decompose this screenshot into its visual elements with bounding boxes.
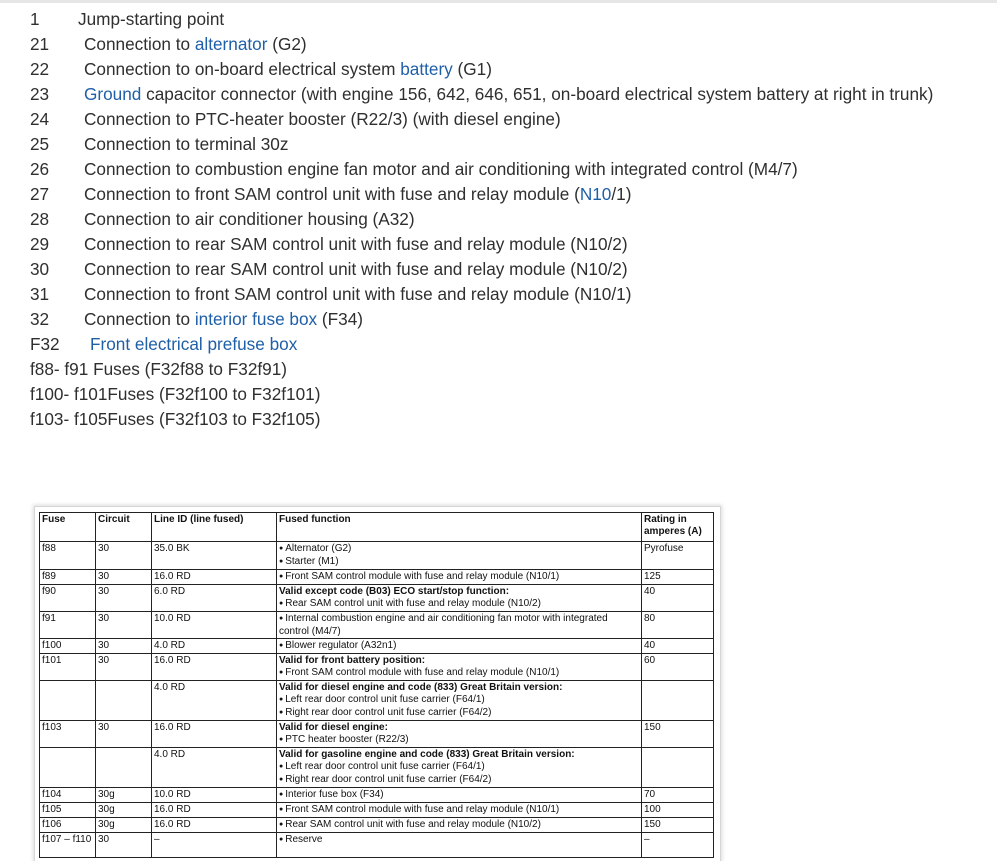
cell-fuse: f104	[40, 788, 96, 803]
header-line-id: Line ID (line fused)	[152, 513, 277, 542]
table-row	[40, 803, 714, 818]
cell-fuse: f100	[40, 639, 96, 654]
function-condition: Valid for front battery position:	[279, 655, 426, 666]
table-row	[40, 788, 714, 803]
function-condition: Valid for gasoline engine and code (833) Great Britain version:	[279, 749, 575, 760]
legend-link[interactable]: battery	[400, 59, 453, 79]
cell-line-id: –	[152, 833, 277, 858]
cell-line-id: 4.0 RD	[152, 748, 277, 788]
legend-item	[30, 382, 990, 407]
legend-item	[30, 332, 990, 357]
cell-line-id: 16.0 RD	[152, 721, 277, 748]
legend-link[interactable]: alternator	[194, 34, 268, 54]
legend-text: Fuses (F32f100 to F32f101)	[107, 384, 321, 404]
cell-circuit: 30	[96, 639, 152, 654]
legend-item-description	[84, 132, 288, 157]
legend-item-description	[84, 282, 631, 307]
legend-item-description	[78, 7, 224, 32]
legend-text: Connection to front SAM control unit with fuse and relay module (N10/1)	[84, 284, 632, 304]
cell-circuit: 30	[96, 585, 152, 612]
legend-item-description	[107, 384, 320, 404]
table-row	[40, 612, 714, 639]
legend-link[interactable]: interior fuse box	[194, 309, 318, 329]
table-header-row	[40, 513, 714, 542]
cell-fuse: f101	[40, 654, 96, 681]
cell-fuse: f88	[40, 542, 96, 570]
legend-item-description	[84, 32, 307, 57]
cell-fuse: f90	[40, 585, 96, 612]
cell-fuse: f103	[40, 721, 96, 748]
legend-item-number: 29	[30, 234, 50, 254]
cell-fuse: f105	[40, 803, 96, 818]
cell-fused-function	[277, 818, 642, 833]
header-circuit: Circuit	[96, 513, 152, 542]
legend-item-description	[107, 409, 320, 429]
cell-fused-function	[277, 788, 642, 803]
cell-fused-function	[277, 585, 642, 612]
legend-link[interactable]: Ground	[84, 84, 142, 104]
legend-item	[30, 232, 990, 257]
legend-item	[30, 282, 990, 307]
header-fused-function: Fused function	[277, 513, 642, 542]
legend-item-number: 25	[30, 134, 50, 154]
cell-line-id: 6.0 RD	[152, 585, 277, 612]
table-row	[40, 639, 714, 654]
legend-item-number: 22	[30, 59, 50, 79]
cell-fused-function	[277, 542, 642, 570]
cell-fused-function	[277, 681, 642, 721]
fuse-table	[39, 512, 714, 858]
legend-item-number: 28	[30, 209, 50, 229]
table-row	[40, 542, 714, 570]
cell-rating: –	[642, 833, 714, 858]
legend-text: (G1)	[452, 59, 492, 79]
cell-fused-function	[277, 803, 642, 818]
cell-line-id: 10.0 RD	[152, 612, 277, 639]
legend-item	[30, 157, 990, 182]
cell-circuit	[96, 681, 152, 721]
legend-item-description	[84, 82, 933, 107]
cell-rating: Pyrofuse	[642, 542, 714, 570]
function-condition: Valid except code (B03) ECO start/stop function:	[279, 586, 510, 597]
header-fuse: Fuse	[40, 513, 96, 542]
cell-fused-function	[277, 639, 642, 654]
cell-line-id: 10.0 RD	[152, 788, 277, 803]
legend-item-description	[84, 157, 798, 182]
legend-text: Connection to rear SAM control unit with fuse and relay module (N10/2)	[84, 234, 628, 254]
legend-item	[30, 357, 990, 382]
legend-item-number: 23	[30, 84, 50, 104]
table-row	[40, 681, 714, 721]
header-rating: Rating in amperes (A)	[642, 513, 714, 542]
legend-text: Connection to air conditioner housing (A32)	[84, 209, 415, 229]
cell-circuit: 30	[96, 654, 152, 681]
legend-item-number: 24	[30, 109, 50, 129]
function-item: ● Left rear door control unit fuse carrier (F64/1)	[279, 761, 639, 774]
cell-rating: 150	[642, 818, 714, 833]
legend-text: capacitor connector (with engine 156, 642, 646, 651, on-board electrical system battery at right in trunk)	[141, 84, 934, 104]
cell-line-id: 16.0 RD	[152, 803, 277, 818]
cell-fuse: f106	[40, 818, 96, 833]
cell-circuit: 30	[96, 542, 152, 570]
legend-item-number: 31	[30, 284, 50, 304]
cell-circuit: 30g	[96, 818, 152, 833]
cell-line-id: 4.0 RD	[152, 639, 277, 654]
cell-fused-function	[277, 721, 642, 748]
cell-rating: 100	[642, 803, 714, 818]
cell-circuit: 30	[96, 721, 152, 748]
legend-text: Fuses (F32f88 to F32f91)	[88, 359, 288, 379]
legend-item-number: 30	[30, 259, 50, 279]
cell-rating: 60	[642, 654, 714, 681]
function-item: ● Front SAM control module with fuse and relay module (N10/1)	[279, 571, 639, 584]
legend-item	[30, 132, 990, 157]
cell-rating: 80	[642, 612, 714, 639]
legend-text: Connection to combustion engine fan motor and air conditioning with integrated control (M4/7)	[84, 159, 798, 179]
cell-fuse: f89	[40, 570, 96, 585]
function-item: ● Rear SAM control unit with fuse and relay module (N10/2)	[279, 819, 639, 832]
legend-text: (G2)	[267, 34, 307, 54]
legend-item-description	[90, 332, 297, 357]
top-divider	[0, 0, 997, 3]
cell-rating: 150	[642, 721, 714, 748]
legend-item-description	[84, 307, 363, 332]
legend-item-number: 32	[30, 309, 50, 329]
cell-line-id: 16.0 RD	[152, 654, 277, 681]
function-condition: Valid for diesel engine:	[279, 722, 388, 733]
cell-fuse: f107 – f110	[40, 833, 96, 858]
function-item: ● Internal combustion engine and air conditioning fan motor with integrated control (M4/7)	[279, 613, 639, 638]
cell-line-id: 35.0 BK	[152, 542, 277, 570]
function-item: ● PTC heater booster (R22/3)	[279, 734, 639, 747]
legend-item-number: F32	[30, 334, 60, 354]
cell-fused-function	[277, 570, 642, 585]
legend-text: Connection to	[84, 309, 195, 329]
cell-fused-function	[277, 833, 642, 858]
legend-text: Connection to	[84, 34, 195, 54]
legend-text: Jump-starting point	[78, 9, 225, 29]
function-item: ● Blower regulator (A32n1)	[279, 640, 639, 653]
legend-text: (F34)	[317, 309, 363, 329]
cell-fused-function	[277, 612, 642, 639]
legend-item-description	[84, 207, 415, 232]
function-item: ● Reserve	[279, 834, 639, 847]
legend-item-number: f88- f91	[30, 359, 89, 379]
cell-rating: 40	[642, 639, 714, 654]
function-item: ● Front SAM control module with fuse and relay module (N10/1)	[279, 667, 639, 680]
cell-rating: 70	[642, 788, 714, 803]
cell-rating	[642, 681, 714, 721]
legend-item	[30, 57, 990, 82]
table-row	[40, 818, 714, 833]
cell-circuit: 30	[96, 570, 152, 585]
table-row	[40, 748, 714, 788]
function-item: ● Front SAM control module with fuse and relay module (N10/1)	[279, 804, 639, 817]
legend-item-number: 27	[30, 184, 50, 204]
function-item: ● Left rear door control unit fuse carrier (F64/1)	[279, 694, 639, 707]
legend-item-description	[84, 57, 492, 82]
legend-item-number: 21	[30, 34, 50, 54]
legend-text: Fuses (F32f103 to F32f105)	[107, 409, 321, 429]
legend-item	[30, 257, 990, 282]
legend-text: Connection to rear SAM control unit with fuse and relay module (N10/2)	[84, 259, 628, 279]
function-condition: Valid for diesel engine and code (833) Great Britain version:	[279, 682, 563, 693]
function-item: ● Interior fuse box (F34)	[279, 789, 639, 802]
cell-line-id: 16.0 RD	[152, 818, 277, 833]
function-item: ● Alternator (G2)	[279, 543, 639, 556]
legend-item	[30, 107, 990, 132]
legend-list	[30, 7, 990, 432]
cell-fused-function	[277, 654, 642, 681]
legend-item-description	[84, 182, 631, 207]
cell-rating	[642, 748, 714, 788]
legend-text: Connection to front SAM control unit with fuse and relay module (	[84, 184, 580, 204]
cell-rating: 125	[642, 570, 714, 585]
table-row	[40, 570, 714, 585]
legend-text: Connection to terminal 30z	[84, 134, 289, 154]
cell-circuit: 30g	[96, 803, 152, 818]
function-item: ● Right rear door control unit fuse carrier (F64/2)	[279, 774, 639, 787]
cell-fuse	[40, 681, 96, 721]
function-item: ● Rear SAM control unit with fuse and relay module (N10/2)	[279, 598, 639, 611]
legend-item-description	[84, 107, 561, 132]
legend-text: Connection to PTC-heater booster (R22/3) (with diesel engine)	[84, 109, 561, 129]
legend-item-description	[88, 359, 287, 379]
cell-circuit	[96, 748, 152, 788]
legend-item-description	[84, 232, 628, 257]
legend-link[interactable]: Front electrical prefuse box	[90, 334, 298, 354]
legend-item	[30, 32, 990, 57]
legend-text: Connection to on-board electrical system	[84, 59, 401, 79]
legend-item	[30, 307, 990, 332]
function-item: ● Right rear door control unit fuse carrier (F64/2)	[279, 707, 639, 720]
legend-item	[30, 207, 990, 232]
fuse-table-image	[35, 507, 720, 861]
legend-item-number: 1	[30, 9, 40, 29]
cell-fused-function	[277, 748, 642, 788]
legend-item-description	[84, 257, 628, 282]
cell-fuse: f91	[40, 612, 96, 639]
legend-item-number: 26	[30, 159, 50, 179]
legend-item	[30, 407, 990, 432]
cell-rating: 40	[642, 585, 714, 612]
table-row	[40, 654, 714, 681]
legend-item	[30, 7, 990, 32]
table-row	[40, 585, 714, 612]
cell-line-id: 16.0 RD	[152, 570, 277, 585]
cell-line-id: 4.0 RD	[152, 681, 277, 721]
table-row	[40, 833, 714, 858]
legend-text: /1)	[611, 184, 632, 204]
legend-item-number: f100- f101	[30, 384, 108, 404]
table-row	[40, 721, 714, 748]
cell-circuit: 30g	[96, 788, 152, 803]
cell-circuit: 30	[96, 833, 152, 858]
legend-item	[30, 182, 990, 207]
function-item: ● Starter (M1)	[279, 556, 639, 569]
cell-fuse	[40, 748, 96, 788]
legend-item	[30, 82, 990, 107]
legend-link[interactable]: N10	[579, 184, 612, 204]
cell-circuit: 30	[96, 612, 152, 639]
legend-item-number: f103- f105	[30, 409, 108, 429]
